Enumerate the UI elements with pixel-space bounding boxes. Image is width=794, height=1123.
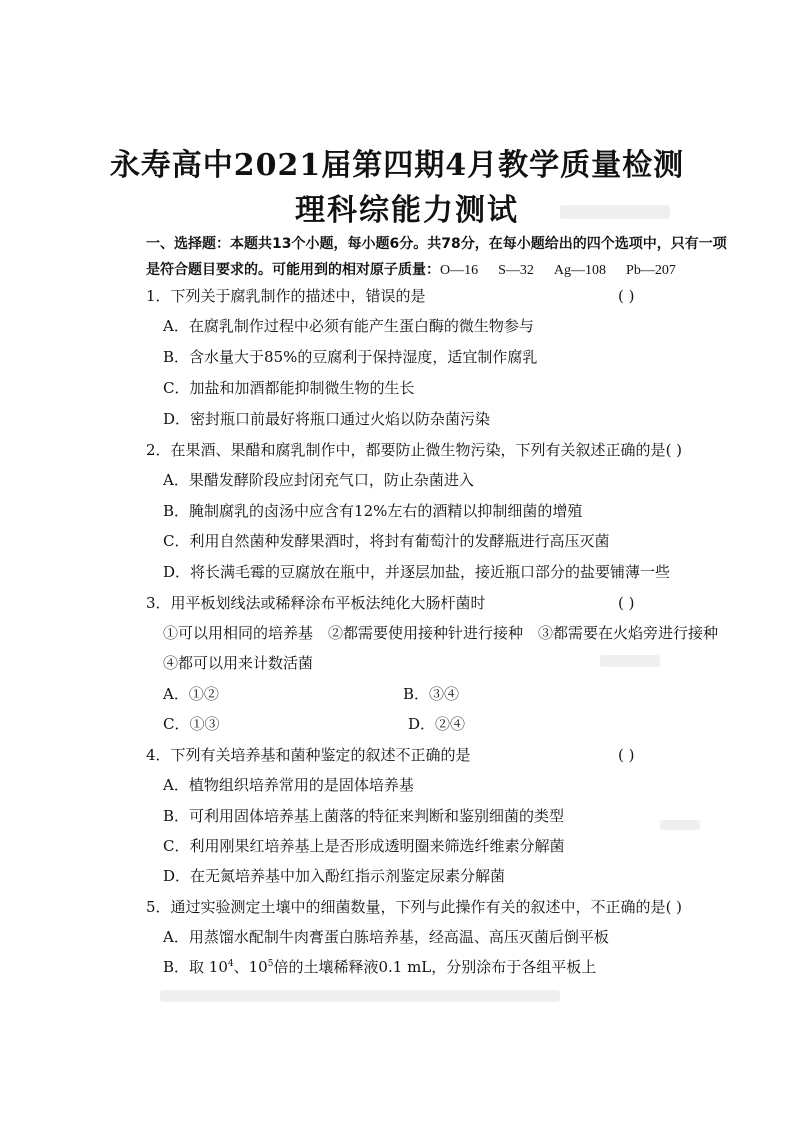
question-5-stem	[146, 897, 682, 917]
answer-blank-3: ( )	[618, 594, 635, 612]
q4-option-d: D．在无氮培养基中加入酚红指示剂鉴定尿素分解菌	[163, 867, 506, 885]
q3-option-b: B．③④	[403, 685, 460, 703]
question-5-text: 5．通过实验测定土壤中的细菌数量，下列与此操作有关的叙述中，不正确的是	[146, 898, 666, 916]
q3-statements-line1: ①可以用相同的培养基 ②都需要使用接种针进行接种 ③都需要在火焰旁进行接种	[163, 624, 719, 642]
mass-ag: Ag—108	[553, 263, 607, 278]
q5-option-a: A．用蒸馏水配制牛肉膏蛋白胨培养基，经高温、高压灭菌后倒平板	[163, 928, 609, 946]
q5-option-b-exp1: 4	[227, 959, 234, 969]
mass-s: S—32	[498, 263, 534, 278]
answer-blank-2: ( )	[665, 441, 683, 459]
q2-option-a: A．果醋发酵阶段应封闭充气口，防止杂菌进入	[163, 471, 474, 489]
answer-blank-5: ( )	[665, 898, 683, 916]
question-4-stem: 4．下列有关培养基和菌种鉴定的叙述不正确的是	[146, 746, 471, 764]
section-intro-line2	[146, 260, 696, 281]
mass-o: O—16	[440, 263, 479, 278]
q1-option-c: C．加盐和加酒都能抑制微生物的生长	[163, 379, 415, 397]
scan-smudge	[660, 820, 700, 830]
scan-smudge	[600, 655, 660, 667]
q3-option-c: C．①③	[163, 715, 220, 733]
scan-smudge	[160, 990, 560, 1002]
q2-option-d: D．将长满毛霉的豆腐放在瓶中，并逐层加盐，接近瓶口部分的盐要铺薄一些	[163, 563, 671, 581]
q1-option-b: B．含水量大于85%的豆腐利于保持湿度，适宜制作腐乳	[163, 348, 538, 366]
section-intro-text: 是符合题目要求的。可能用到的相对原子质量：	[146, 262, 440, 278]
q5-option-b-suffix: 倍的土壤稀释液0.1 mL，分别涂布于各组平板上	[273, 958, 597, 976]
q1-option-d: D．密封瓶口前最好将瓶口通过火焰以防杂菌污染	[163, 410, 491, 428]
question-1-stem: 1．下列关于腐乳制作的描述中，错误的是	[146, 287, 426, 305]
q5-option-b	[163, 957, 596, 977]
answer-blank-4: ( )	[618, 746, 635, 764]
q2-option-b: B．腌制腐乳的卤汤中应含有12%左右的酒精以抑制细菌的增殖	[163, 502, 583, 520]
question-2-text: 2．在果酒、果醋和腐乳制作中，都要防止微生物污染，下列有关叙述正确的是	[146, 441, 666, 459]
q1-option-a: A．在腐乳制作过程中必须有能产生蛋白酶的微生物参与	[163, 317, 534, 335]
q4-option-a: A．植物组织培养常用的是固体培养基	[163, 776, 414, 794]
mass-pb: Pb—207	[626, 263, 676, 278]
q2-option-c: C．利用自然菌种发酵果酒时，将封有葡萄汁的发酵瓶进行高压灭菌	[163, 532, 610, 550]
exam-subtitle: 理科综能力测试	[295, 193, 519, 228]
question-3-stem: 3．用平板划线法或稀释涂布平板法纯化大肠杆菌时	[146, 594, 486, 612]
q5-option-b-prefix: B．取 10	[163, 958, 228, 976]
exam-title: 永寿高中2021届第四期4月教学质量检测	[109, 148, 685, 183]
question-2-stem	[146, 440, 682, 460]
q5-option-b-exp2: 5	[267, 959, 274, 969]
q3-option-d: D．②④	[408, 715, 466, 733]
q4-option-c: C．利用刚果红培养基上是否形成透明圈来筛选纤维素分解菌	[163, 837, 565, 855]
q3-option-a: A．①②	[163, 685, 219, 703]
answer-blank-1: ( )	[618, 287, 635, 305]
q3-statements-line2: ④都可以用来计数活菌	[163, 654, 314, 672]
q5-option-b-mid: 、10	[233, 958, 268, 976]
section-intro-line1: 一、选择题：本题共13个小题，每小题6分。共78分，在每小题给出的四个选项中，只有一项	[146, 236, 727, 252]
q4-option-b: B．可利用固体培养基上菌落的特征来判断和鉴别细菌的类型	[163, 807, 565, 825]
